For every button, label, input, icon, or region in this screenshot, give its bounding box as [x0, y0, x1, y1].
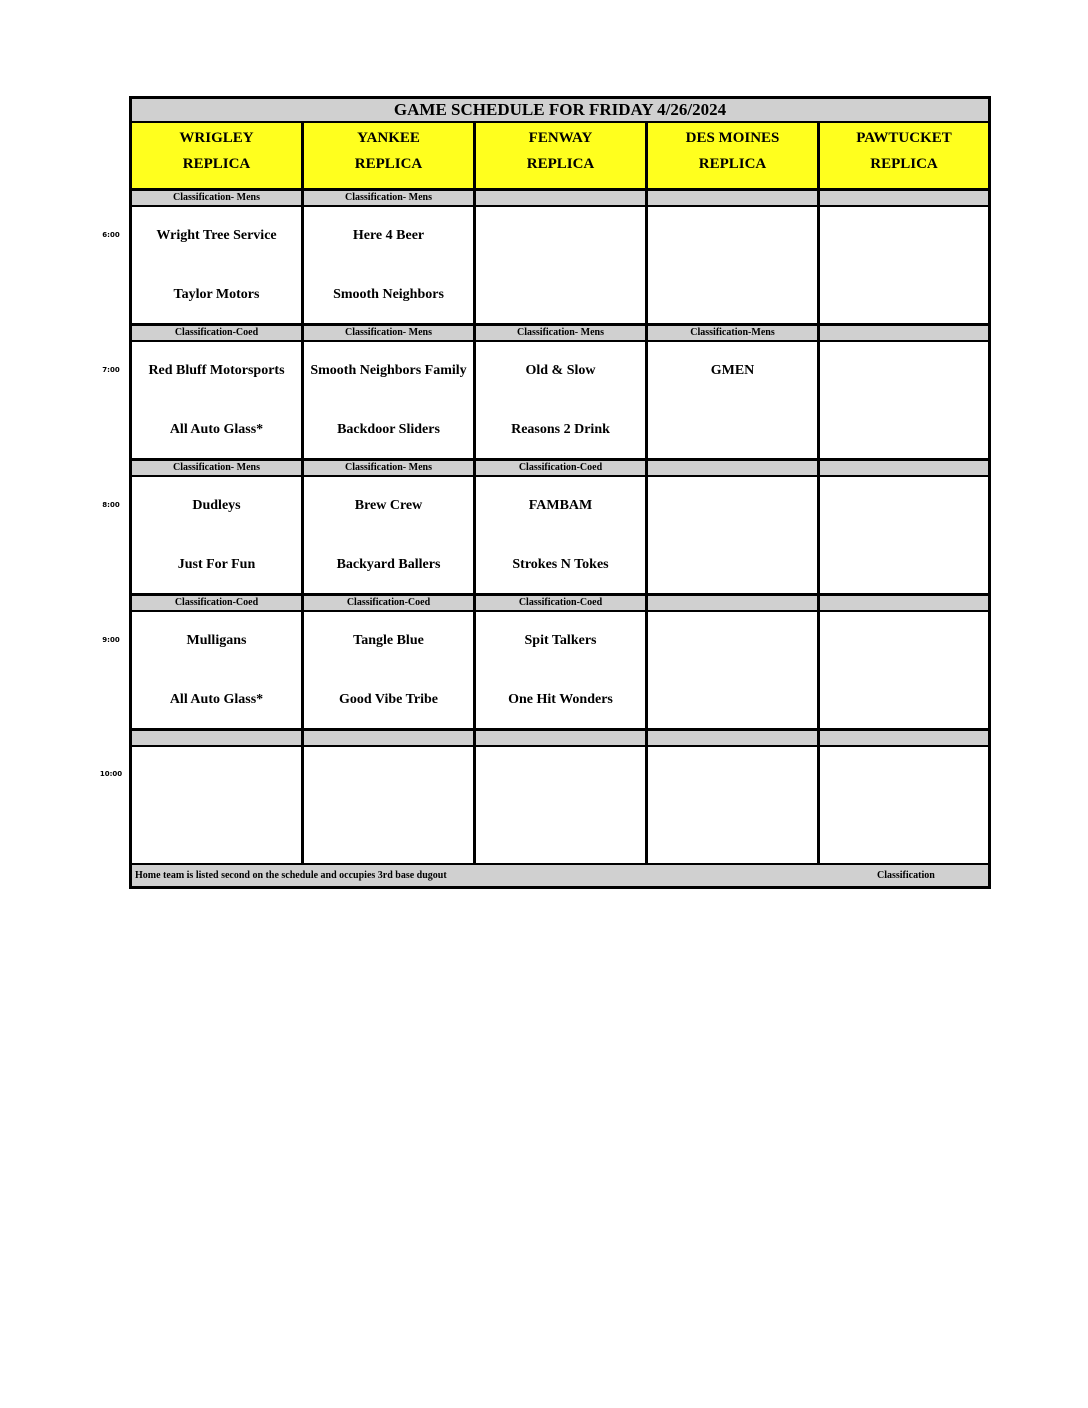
game-cell [304, 207, 476, 326]
game-cell [648, 477, 820, 596]
classification-legend: Classification [877, 870, 935, 881]
away-team: Here 4 Beer [352, 228, 425, 243]
classification-label [820, 731, 988, 747]
away-team: Old & Slow [525, 363, 596, 378]
home-team: All Auto Glass* [169, 422, 264, 437]
game-cell [132, 477, 304, 596]
classification-label [820, 596, 988, 612]
away-team: Red Bluff Motorsports [148, 363, 285, 378]
game-cell [476, 342, 648, 461]
field-name: FENWAY [528, 130, 593, 146]
game-cell [820, 747, 988, 866]
game-cell [476, 477, 648, 596]
home-team: All Auto Glass* [169, 692, 264, 707]
game-cell [132, 747, 304, 866]
field-header-des-moines [648, 123, 820, 191]
game-cell [304, 747, 476, 866]
classification-label [648, 596, 820, 612]
game-cell [820, 477, 988, 596]
classification-label: Classification-Coed [132, 326, 304, 342]
home-team-note: Home team is listed second on the schedule and occupies 3rd base dugout [135, 870, 447, 881]
field-subtitle: REPLICA [354, 156, 423, 172]
home-team: Just For Fun [177, 557, 256, 572]
classification-label: Classification- Mens [304, 461, 476, 477]
away-team: FAMBAM [528, 498, 593, 513]
game-cell [132, 342, 304, 461]
schedule-table [129, 96, 991, 889]
field-header-yankee [304, 123, 476, 191]
home-team: Smooth Neighbors [333, 287, 444, 302]
classification-label: Classification- Mens [132, 461, 304, 477]
field-name: WRIGLEY [179, 130, 254, 146]
game-cell [820, 612, 988, 731]
classification-label [476, 191, 648, 207]
field-header-wrigley [132, 123, 304, 191]
home-team: Backyard Ballers [336, 557, 441, 572]
classification-label: Classification-Coed [476, 596, 648, 612]
game-cell [648, 747, 820, 866]
game-cell [304, 477, 476, 596]
classification-label: Classification-Mens [648, 326, 820, 342]
away-team: Spit Talkers [524, 633, 597, 648]
away-team: Brew Crew [354, 498, 423, 513]
game-cell [304, 612, 476, 731]
classification-label [820, 326, 988, 342]
field-header-pawtucket [820, 123, 988, 191]
field-subtitle: REPLICA [870, 156, 938, 172]
classification-label [132, 731, 304, 747]
schedule-footer [132, 865, 988, 886]
classification-label [820, 191, 988, 207]
time-label-7: 7:00 [102, 366, 120, 374]
field-subtitle: REPLICA [526, 156, 595, 172]
away-team: Wright Tree Service [156, 228, 277, 243]
game-cell [648, 207, 820, 326]
home-team: Backdoor Sliders [337, 422, 440, 437]
classification-label [648, 461, 820, 477]
away-team: Dudleys [192, 498, 241, 513]
away-team: GMEN [710, 363, 755, 378]
home-team: One Hit Wonders [508, 692, 613, 707]
time-label-10: 10:00 [99, 770, 123, 778]
classification-label [648, 191, 820, 207]
home-team: Good Vibe Tribe [338, 692, 439, 707]
away-team: Tangle Blue [353, 633, 424, 648]
game-cell [648, 612, 820, 731]
schedule-title: GAME SCHEDULE FOR FRIDAY 4/26/2024 [132, 99, 988, 123]
game-cell [476, 207, 648, 326]
field-name: PAWTUCKET [856, 130, 952, 146]
classification-label: Classification- Mens [304, 191, 476, 207]
classification-label [820, 461, 988, 477]
classification-label [304, 731, 476, 747]
game-cell [476, 747, 648, 866]
game-cell [476, 612, 648, 731]
field-name: YANKEE [357, 130, 420, 146]
classification-label [648, 731, 820, 747]
game-cell [132, 612, 304, 731]
field-subtitle: REPLICA [182, 156, 251, 172]
time-label-8: 8:00 [102, 501, 120, 509]
time-label-9: 9:00 [102, 636, 120, 644]
game-cell [132, 207, 304, 326]
classification-label: Classification-Coed [132, 596, 304, 612]
away-team: Smooth Neighbors Family [310, 363, 467, 378]
game-cell [820, 342, 988, 461]
home-team: Taylor Motors [173, 287, 260, 302]
field-name: DES MOINES [685, 130, 780, 146]
field-subtitle: REPLICA [698, 156, 767, 172]
game-cell [304, 342, 476, 461]
classification-label: Classification-Coed [476, 461, 648, 477]
home-team: Reasons 2 Drink [511, 422, 610, 437]
field-header-fenway [476, 123, 648, 191]
classification-label: Classification- Mens [476, 326, 648, 342]
classification-label: Classification- Mens [304, 326, 476, 342]
classification-label [476, 731, 648, 747]
away-team: Mulligans [186, 633, 247, 648]
game-cell [820, 207, 988, 326]
classification-label: Classification-Coed [304, 596, 476, 612]
game-cell [648, 342, 820, 461]
home-team: Strokes N Tokes [512, 557, 609, 572]
classification-label: Classification- Mens [132, 191, 304, 207]
time-label-6: 6:00 [102, 231, 120, 239]
